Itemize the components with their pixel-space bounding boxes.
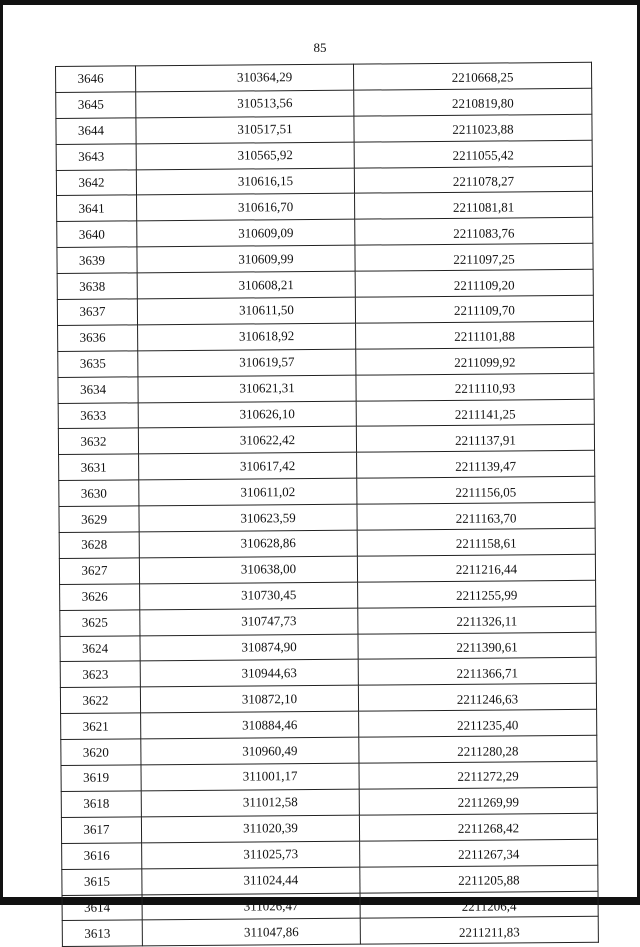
point-number-cell: 3628	[59, 532, 139, 559]
x-coordinate-cell: 310874,90	[140, 634, 358, 662]
x-coordinate-cell: 310621,31	[138, 375, 356, 403]
y-coordinate-cell: 2211205,88	[360, 865, 598, 893]
y-coordinate-cell: 2211211,83	[360, 917, 598, 945]
x-coordinate-cell: 310611,50	[137, 297, 355, 325]
y-coordinate-cell: 2211216,44	[357, 554, 595, 582]
x-coordinate-cell: 311024,44	[142, 867, 360, 895]
point-number-cell: 3631	[59, 454, 139, 481]
y-coordinate-cell: 2210819,80	[354, 88, 592, 116]
y-coordinate-cell: 2211101,88	[356, 321, 594, 349]
y-coordinate-cell: 2211137,91	[356, 425, 594, 453]
y-coordinate-cell: 2211023,88	[354, 114, 592, 142]
x-coordinate-cell: 310872,10	[140, 686, 358, 714]
point-number-cell: 3627	[59, 558, 139, 585]
point-number-cell: 3634	[58, 377, 138, 404]
y-coordinate-cell: 2211246,63	[358, 684, 596, 712]
coordinates-table-wrapper	[55, 62, 612, 947]
x-coordinate-cell: 310611,02	[139, 478, 357, 506]
point-number-cell: 3624	[60, 635, 140, 662]
x-coordinate-cell: 310626,10	[138, 401, 356, 429]
y-coordinate-cell: 2211078,27	[354, 166, 592, 194]
x-coordinate-cell: 310609,99	[137, 245, 355, 273]
point-number-cell: 3637	[57, 299, 137, 326]
coordinates-table	[55, 62, 599, 947]
point-number-cell: 3630	[59, 480, 139, 507]
point-number-cell: 3623	[60, 661, 140, 688]
y-coordinate-cell: 2211139,47	[357, 451, 595, 479]
page-number: 85	[313, 40, 327, 55]
y-coordinate-cell: 2211097,25	[355, 244, 593, 272]
x-coordinate-cell: 310616,70	[137, 194, 355, 222]
y-coordinate-cell: 2211109,20	[355, 269, 593, 297]
y-coordinate-cell: 2211326,11	[358, 606, 596, 634]
point-number-cell: 3642	[56, 169, 136, 196]
point-number-cell: 3639	[57, 247, 137, 274]
point-number-cell: 3636	[58, 325, 138, 352]
y-coordinate-cell: 2211255,99	[358, 580, 596, 608]
point-number-cell: 3618	[61, 791, 141, 818]
y-coordinate-cell: 2211055,42	[354, 140, 592, 168]
coordinates-table-body	[56, 62, 599, 946]
x-coordinate-cell: 310730,45	[140, 582, 358, 610]
x-coordinate-cell: 310623,59	[139, 504, 357, 532]
point-number-cell: 3640	[57, 221, 137, 248]
y-coordinate-cell: 2211206,4	[360, 891, 598, 919]
x-coordinate-cell: 310960,49	[141, 737, 359, 765]
x-coordinate-cell: 310565,92	[136, 142, 354, 170]
point-number-cell: 3626	[60, 584, 140, 611]
y-coordinate-cell: 2211235,40	[359, 710, 597, 738]
y-coordinate-cell: 2211141,25	[356, 399, 594, 427]
x-coordinate-cell: 310638,00	[139, 556, 357, 584]
x-coordinate-cell: 310608,21	[137, 271, 355, 299]
scan-border-left	[0, 0, 3, 905]
point-number-cell: 3619	[61, 765, 141, 792]
point-number-cell: 3645	[56, 92, 136, 119]
point-number-cell: 3633	[58, 402, 138, 429]
y-coordinate-cell: 2211366,71	[358, 658, 596, 686]
y-coordinate-cell: 2211109,70	[355, 295, 593, 323]
scan-border-top	[0, 0, 640, 5]
x-coordinate-cell: 311026,47	[142, 893, 360, 921]
y-coordinate-cell: 2210668,25	[353, 62, 591, 90]
y-coordinate-cell: 2211390,61	[358, 632, 596, 660]
x-coordinate-cell: 310747,73	[140, 608, 358, 636]
x-coordinate-cell: 310364,29	[136, 64, 354, 92]
table-row	[62, 917, 598, 947]
point-number-cell: 3613	[62, 920, 142, 947]
x-coordinate-cell: 310609,09	[137, 219, 355, 247]
point-number-cell: 3616	[62, 843, 142, 870]
x-coordinate-cell: 311020,39	[141, 815, 359, 843]
y-coordinate-cell: 2211267,34	[360, 839, 598, 867]
x-coordinate-cell: 310622,42	[138, 427, 356, 455]
point-number-cell: 3646	[56, 66, 136, 93]
point-number-cell: 3621	[61, 713, 141, 740]
x-coordinate-cell: 310628,86	[139, 530, 357, 558]
y-coordinate-cell: 2211269,99	[359, 787, 597, 815]
y-coordinate-cell: 2211083,76	[355, 218, 593, 246]
point-number-cell: 3615	[62, 868, 142, 895]
x-coordinate-cell: 310616,15	[136, 168, 354, 196]
x-coordinate-cell: 311012,58	[141, 789, 359, 817]
x-coordinate-cell: 310617,42	[139, 453, 357, 481]
point-number-cell: 3644	[56, 118, 136, 145]
point-number-cell: 3617	[61, 817, 141, 844]
point-number-cell: 3629	[59, 506, 139, 533]
y-coordinate-cell: 2211110,93	[356, 373, 594, 401]
point-number-cell: 3643	[56, 144, 136, 171]
point-number-cell: 3638	[57, 273, 137, 300]
point-number-cell: 3632	[58, 428, 138, 455]
x-coordinate-cell: 310513,56	[136, 90, 354, 118]
y-coordinate-cell: 2211158,61	[357, 528, 595, 556]
x-coordinate-cell: 310618,92	[138, 323, 356, 351]
y-coordinate-cell: 2211268,42	[359, 813, 597, 841]
x-coordinate-cell: 311025,73	[142, 841, 360, 869]
x-coordinate-cell: 310619,57	[138, 349, 356, 377]
y-coordinate-cell: 2211272,29	[359, 761, 597, 789]
x-coordinate-cell: 310884,46	[141, 711, 359, 739]
y-coordinate-cell: 2211156,05	[357, 477, 595, 505]
x-coordinate-cell: 310517,51	[136, 116, 354, 144]
x-coordinate-cell: 311001,17	[141, 763, 359, 791]
x-coordinate-cell: 310944,63	[140, 660, 358, 688]
y-coordinate-cell: 2211081,81	[355, 192, 593, 220]
point-number-cell: 3641	[57, 195, 137, 222]
y-coordinate-cell: 2211280,28	[359, 735, 597, 763]
y-coordinate-cell: 2211163,70	[357, 502, 595, 530]
point-number-cell: 3635	[58, 351, 138, 378]
x-coordinate-cell: 311047,86	[142, 919, 360, 947]
point-number-cell: 3620	[61, 739, 141, 766]
point-number-cell: 3622	[60, 687, 140, 714]
point-number-cell: 3614	[62, 894, 142, 921]
y-coordinate-cell: 2211099,92	[356, 347, 594, 375]
point-number-cell: 3625	[60, 610, 140, 637]
